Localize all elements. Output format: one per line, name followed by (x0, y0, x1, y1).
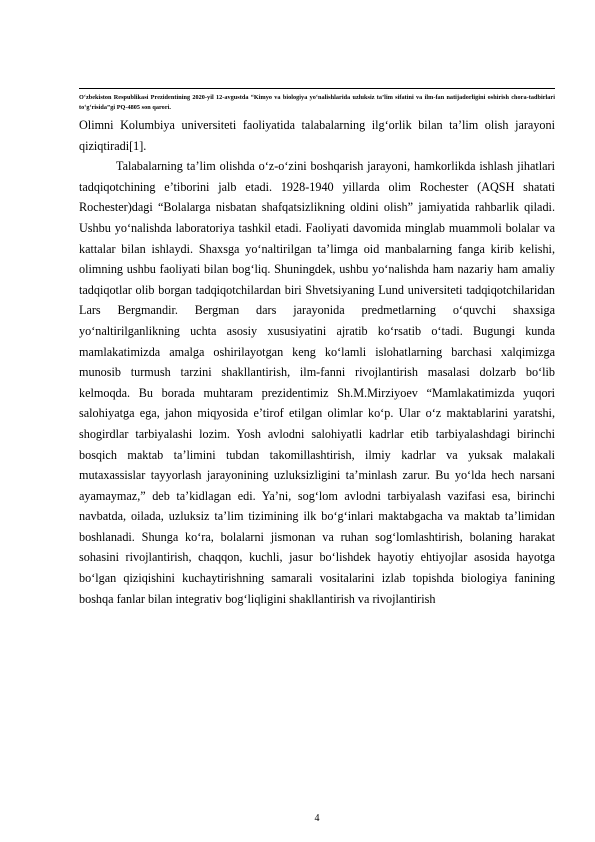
paragraph-1: Olimni Kolumbiya universiteti faoliyatida talabalarning ilg‘orlik bilan ta’lim olish jarayoni qiziqtiradi[1]. (79, 118, 555, 153)
page-number: 4 (314, 813, 320, 824)
footnote-separator (79, 88, 555, 89)
footnote: O‘zbekiston Respublikasi Prezidentining 2020-yil 12-avgustda “Kimyo va biologiya yo‘nalishlarida uzluksiz ta’lim sifatini va ilm-fan natijadorligini oshirish chora-tadbirlari to‘g‘risida”gi PQ-4805 son qarori. (79, 94, 555, 111)
paragraph-2: Talabalarning ta’lim olishda o‘z-o‘zini boshqarish jarayoni, hamkorlikda ishlash jihatlari tadqiqotchining e’tiborini jalb etadi. 1928-1940 yillarda olim Rochester (AQSH shatati Rochester)dagi “Bolalarga nisbatan shafqatsizlikning oldini olish” jamiyatida rahbarlik qiladi. Ushbu yo‘nalishda laboratoriya tashkil etadi. Faoliyati davomida minglab muammoli bolalar va kattalar bilan ishlaydi. Shaxsga yo‘naltirilgan ta’limga oid manbalarning fanga kirib kelishi, olimning ushbu faoliyati bilan bog‘liq. Shuningdek, ushbu yo‘nalishda ham nazariy ham amaliy tadqiqotlar olib borgan tadqiqotchilardan biri Shvetsiyaning Lund universiteti tadqiqotchilaridan Lars Bergmandir. Bergman dars jarayonida predmetlarning o‘quvchi shaxsiga yo‘naltirilganlikning uchta asosiy xususiyatini ajratib ko‘rsatib o‘tadi. Bugungi kunda mamlakatimizda amalga oshirilayotgan keng ko‘lamli islohatlarning barchasi xalqimizga munosib turmush tarzini shakllantirish, ilm-fanni rivojlantirish masalasi dolzarb bo‘lib kelmoqda. Bu borada muhtaram prezidentimiz Sh.M.Mirziyoev “Mamlakatimizda yuqori salohiyatga ega, jahon miqyosida e’tirof etilgan olimlar ko‘p. Ular o‘z maktablarini yaratshi, shogirdlar tarbiyalashi lozim. Yosh avlodni salohiyatli kadrlar etib tarbiyalashdagi birinchi bosqich maktab ta’limini tubdan takomillashtirish, ilmiy kadrlar va yuksak malakali mutaxassislar tayyorlash jarayonining uzluksizligini ta’minlash zarur. Bu yo‘lda hech narsani ayamaymaz,” deb ta’kidlagan edi. Ya’ni, sog‘lom avlodni tarbiyalash vazifasi esa, birinchi navbatda, oilada, uzluksiz ta’lim tizimining ilk bo‘g‘inlari maktabgacha va maktab ta’limidan boshlanadi. Shunga ko‘ra, bolalarni jismonan va ruhan sog‘lomlashtirish, bolaning harakat sohasini rivojlantirish, chaqqon, kuchli, jasur bo‘lishdek hayotiy ehtiyojlar asosida hayotga bo‘lgan qiziqishini kuchaytirishning samarali vositalarini izlab topishda biologiya fanining boshqa fanlar bilan integrativ bog‘liqligini shakllantirish va rivojlantirish (79, 159, 555, 606)
body-text (79, 115, 555, 609)
